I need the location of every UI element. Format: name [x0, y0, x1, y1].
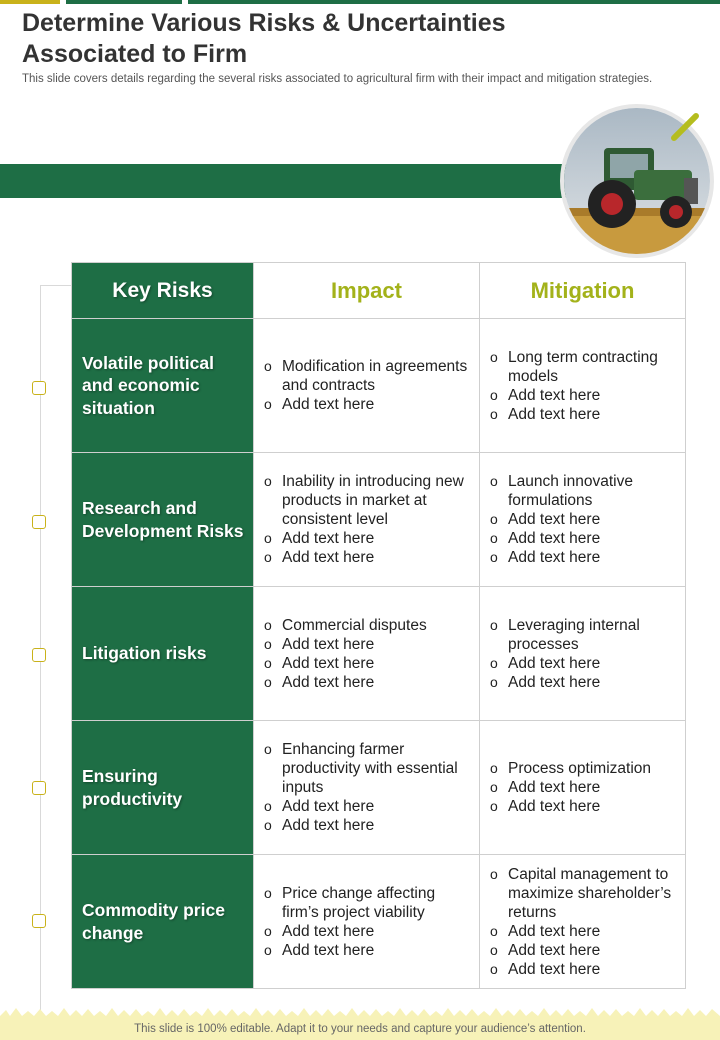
- mitigation-cell: [480, 319, 686, 453]
- risk-name: Commodity price change: [72, 855, 254, 989]
- risk-name: Litigation risks: [72, 587, 254, 721]
- list-item: o Add text here: [490, 941, 677, 960]
- list-item: o Long term contracting models: [490, 348, 677, 386]
- page-subtitle: This slide covers details regarding the several risks associated to agricultural firm with their impact and mitigation strategies.: [22, 73, 653, 85]
- list-item: o Add text here: [490, 673, 677, 692]
- list-item: o Add text here: [490, 529, 677, 548]
- list-item: o Add text here: [490, 548, 677, 567]
- table-row: [72, 587, 686, 721]
- list-item: o Add text here: [264, 673, 471, 692]
- list-item: o Add text here: [264, 395, 471, 414]
- row-marker-icon: [32, 515, 46, 529]
- mitigation-cell: [480, 855, 686, 989]
- impact-cell: [254, 721, 480, 855]
- list-item: o Add text here: [490, 405, 677, 424]
- list-item: o Enhancing farmer productivity with essential inputs: [264, 740, 471, 797]
- mitigation-cell: [480, 587, 686, 721]
- risk-table: [71, 262, 686, 989]
- table-row: [72, 721, 686, 855]
- row-marker-icon: [32, 381, 46, 395]
- impact-cell: [254, 855, 480, 989]
- list-item: o Add text here: [490, 654, 677, 673]
- row-marker-icon: [32, 914, 46, 928]
- list-item: o Add text here: [264, 797, 471, 816]
- list-item: o Add text here: [490, 922, 677, 941]
- list-item: o Add text here: [490, 778, 677, 797]
- timeline-line: [40, 285, 72, 286]
- list-item: o Price change affecting firm’s project viability: [264, 884, 471, 922]
- impact-cell: [254, 587, 480, 721]
- list-item: o Add text here: [490, 797, 677, 816]
- list-item: o Commercial disputes: [264, 616, 471, 635]
- header-band: [0, 164, 575, 198]
- mitigation-cell: [480, 453, 686, 587]
- list-item: o Modification in agreements and contracts: [264, 357, 471, 395]
- list-item: o Launch innovative formulations: [490, 472, 677, 510]
- list-item: o Process optimization: [490, 759, 677, 778]
- list-item: o Add text here: [264, 548, 471, 567]
- list-item: o Add text here: [490, 960, 677, 979]
- row-marker-icon: [32, 781, 46, 795]
- page-title: Determine Various Risks & Uncertainties Associated to Firm: [22, 9, 506, 68]
- table-row: [72, 855, 686, 989]
- list-item: o Inability in introducing new products in market at consistent level: [264, 472, 471, 529]
- list-item: o Add text here: [264, 654, 471, 673]
- header-key-risks: Key Risks: [72, 263, 254, 319]
- list-item: o Add text here: [264, 816, 471, 835]
- risk-name: Research and Development Risks: [72, 453, 254, 587]
- mitigation-cell: [480, 721, 686, 855]
- impact-cell: [254, 319, 480, 453]
- footer-note: This slide is 100% editable. Adapt it to your needs and capture your audience’s attention.: [134, 1023, 586, 1035]
- header-impact: Impact: [254, 263, 480, 319]
- top-accent-strip: [0, 0, 60, 4]
- pencil-icon: [668, 110, 702, 144]
- list-item: o Add text here: [264, 529, 471, 548]
- risk-name: Ensuring productivity: [72, 721, 254, 855]
- table-row: [72, 453, 686, 587]
- list-item: o Capital management to maximize shareholder’s returns: [490, 865, 677, 922]
- row-marker-icon: [32, 648, 46, 662]
- risk-name: Volatile political and economic situation: [72, 319, 254, 453]
- list-item: o Add text here: [264, 922, 471, 941]
- list-item: o Add text here: [264, 635, 471, 654]
- list-item: o Add text here: [490, 386, 677, 405]
- list-item: o Leveraging internal processes: [490, 616, 677, 654]
- top-accent-strip: [188, 0, 720, 4]
- header-mitigation: Mitigation: [480, 263, 686, 319]
- top-accent-strip: [66, 0, 182, 4]
- table-row: [72, 319, 686, 453]
- list-item: o Add text here: [490, 510, 677, 529]
- impact-cell: [254, 453, 480, 587]
- list-item: o Add text here: [264, 941, 471, 960]
